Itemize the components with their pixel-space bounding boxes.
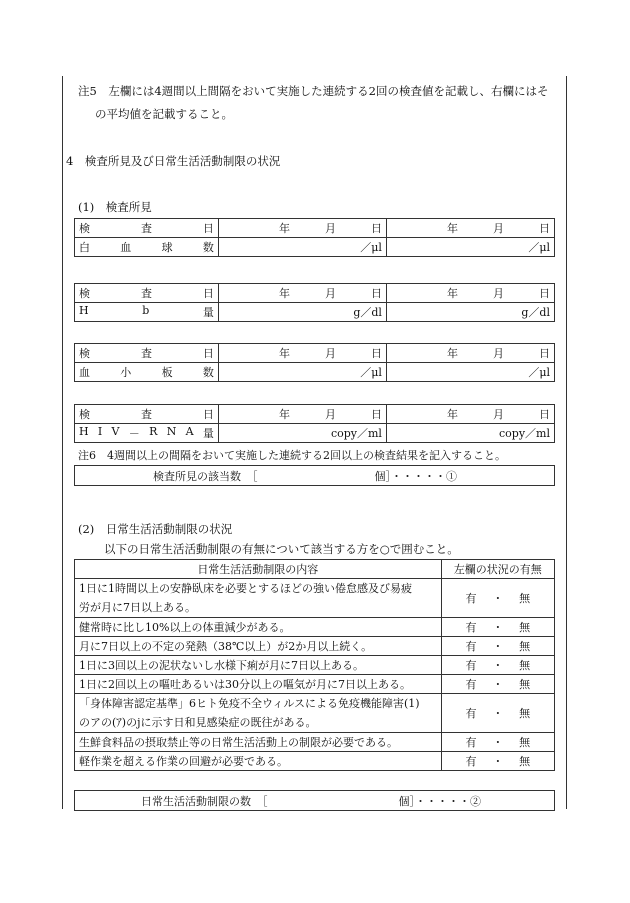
test-value-right[interactable]: ／μl — [386, 363, 554, 382]
adl-row-text: 月に7日以上の不定の発熱（38℃以上）が2か月以上続く。 — [75, 637, 442, 656]
test-name: H b 量 — [79, 304, 214, 319]
adl-col-status: 左欄の状況の有無 — [441, 560, 554, 579]
test-date-right[interactable]: 年 月 日 — [386, 405, 554, 424]
test-date-left[interactable]: 年 月 日 — [218, 405, 386, 424]
adl-row-status[interactable]: 有 ・ 無 — [441, 579, 554, 618]
adl-count-box — [74, 790, 555, 811]
test-name: H I V － R N A 量 — [79, 425, 214, 440]
test-date-label: 検 査 日 — [79, 347, 214, 360]
adl-row-status[interactable]: 有 ・ 無 — [441, 675, 554, 694]
findings-count-label: 検査所見の該当数 ［ — [153, 469, 258, 483]
adl-table — [74, 559, 555, 771]
test-value-right[interactable]: g／dl — [386, 303, 554, 322]
test-value-left[interactable]: copy／ml — [218, 424, 386, 443]
test-name: 血 小 板 数 — [79, 366, 214, 379]
adl-count-suffix: 個］・・・・・② — [398, 794, 481, 808]
adl-row-text: 1日に1時間以上の安静臥床を必要とするほどの強い倦怠感及び易疲 労が月に7日以上ある。 — [75, 579, 442, 618]
test-date-label: 検 査 日 — [79, 222, 214, 235]
adl-row-status[interactable]: 有 ・ 無 — [441, 752, 554, 771]
test-value-right[interactable]: ／μl — [386, 238, 554, 257]
adl-row-status[interactable]: 有 ・ 無 — [441, 656, 554, 675]
test-name: 白 血 球 数 — [79, 241, 214, 254]
test-value-left[interactable]: g／dl — [218, 303, 386, 322]
adl-col-content: 日常生活活動制限の内容 — [75, 560, 442, 579]
test-date-right[interactable]: 年 月 日 — [386, 219, 554, 238]
adl-row-text: 1日に3回以上の泥状ないし水様下痢が月に7日以上ある。 — [75, 656, 442, 675]
test-date-right[interactable]: 年 月 日 — [386, 344, 554, 363]
note5-line2: の平均値を記載すること。 — [95, 107, 233, 121]
test-date-right[interactable]: 年 月 日 — [386, 284, 554, 303]
test-table-hiv — [74, 404, 555, 443]
sub2-title: (2) 日常生活活動制限の状況 — [78, 522, 233, 536]
adl-row-text: 「身体障害認定基準」6ヒト免疫不全ウィルスによる免疫機能障害(1) のアの(ｱ)のjに示す日和見感染症の既往がある。 — [75, 694, 442, 733]
adl-row-text: 健常時に比し10%以上の体重減少がある。 — [75, 618, 442, 637]
adl-row-text: 軽作業を超える作業の回避が必要である。 — [75, 752, 442, 771]
test-date-left[interactable]: 年 月 日 — [218, 284, 386, 303]
findings-count-box — [74, 465, 555, 486]
adl-row-status[interactable]: 有 ・ 無 — [441, 733, 554, 752]
test-date-left[interactable]: 年 月 日 — [218, 344, 386, 363]
adl-row-text: 1日に2回以上の嘔吐あるいは30分以上の嘔気が月に7日以上ある。 — [75, 675, 442, 694]
test-table-hb — [74, 283, 555, 322]
test-value-left[interactable]: ／μl — [218, 238, 386, 257]
note5-line1: 注5 左欄には4週間以上間隔をおいて実施した連続する2回の検査値を記載し、右欄にはそ — [78, 84, 549, 98]
test-date-label: 検 査 日 — [79, 287, 214, 300]
adl-row-status[interactable]: 有 ・ 無 — [441, 618, 554, 637]
sub1-title: (1) 検査所見 — [78, 200, 152, 214]
adl-count-label: 日常生活活動制限の数 ［ — [141, 794, 268, 808]
adl-row-status[interactable]: 有 ・ 無 — [441, 637, 554, 656]
adl-row-text: 生鮮食料品の摂取禁止等の日常生活活動上の制限が必要である。 — [75, 733, 442, 752]
test-date-label: 検 査 日 — [79, 408, 214, 421]
adl-row-status[interactable]: 有 ・ 無 — [441, 694, 554, 733]
findings-count-suffix: 個］・・・・・① — [374, 469, 457, 483]
test-value-left[interactable]: ／μl — [218, 363, 386, 382]
sub2-instruction: 以下の日常生活活動制限の有無について該当する方を○で囲むこと。 — [104, 542, 459, 556]
test-table-wbc — [74, 218, 555, 257]
test-value-right[interactable]: copy／ml — [386, 424, 554, 443]
note6: 注6 4週間以上の間隔をおいて実施した連続する2回以上の検査結果を記入すること。 — [78, 449, 506, 462]
test-date-left[interactable]: 年 月 日 — [218, 219, 386, 238]
test-table-plt — [74, 343, 555, 382]
section4-title: 4 検査所見及び日常生活活動制限の状況 — [66, 154, 281, 168]
